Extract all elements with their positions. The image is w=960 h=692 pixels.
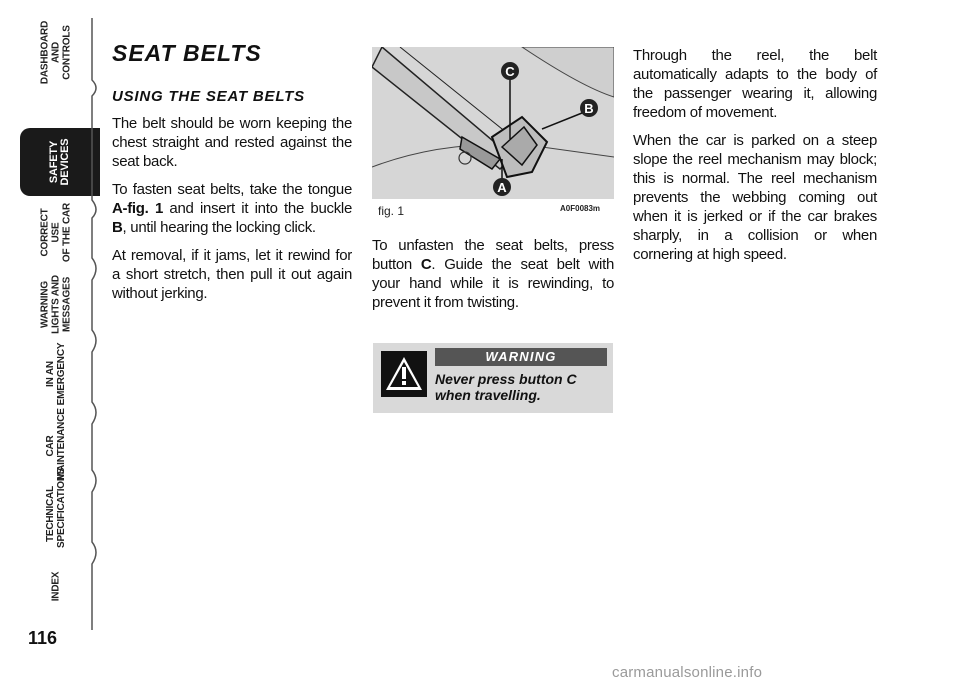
paragraph-posture: The belt should be worn keeping the chest straight and rested against the seat back. xyxy=(112,115,352,170)
paragraph-removal: At removal, if it jams, let it rewind for a short stretch, then pull it out again without jerking. xyxy=(112,247,352,302)
tab-edge-line xyxy=(90,18,104,630)
tab-warning-lights-and-messages[interactable] xyxy=(20,270,92,338)
section-subtitle: USING THE SEAT BELTS xyxy=(112,88,305,105)
figure-code: A0F0083m xyxy=(560,204,601,213)
tab-label: DASHBOARD AND CONTROLS xyxy=(39,20,73,84)
column-left xyxy=(112,40,352,312)
tab-label: IN AN EMERGENCY xyxy=(45,342,67,406)
tab-index[interactable] xyxy=(20,552,92,620)
column-middle xyxy=(372,236,614,321)
tab-technical-specifications[interactable] xyxy=(20,467,92,548)
warning-text: Never press button C when travelling. xyxy=(435,371,577,403)
tab-label: CAR MAINTENANCE xyxy=(45,408,67,480)
svg-text:B: B xyxy=(584,101,594,116)
paragraph-unfasten xyxy=(372,236,614,312)
column-right xyxy=(633,46,877,273)
text-run: To fasten seat belts, take the tongue xyxy=(112,181,352,198)
part-reference: C xyxy=(420,256,432,273)
warning-triangle-icon xyxy=(381,351,427,397)
svg-text:A: A xyxy=(497,180,507,195)
text-run: and insert it into the buckle xyxy=(163,200,352,217)
text-run: . Guide the seat belt with your hand while it is rewinding, to prevent it from twisting. xyxy=(372,256,614,311)
tab-dashboard-and-controls[interactable] xyxy=(20,18,92,86)
tab-safety-devices[interactable] xyxy=(20,128,100,196)
tab-label: CORRECT USE OF THE CAR xyxy=(39,202,73,262)
figure-caption: fig. 1 xyxy=(378,204,405,218)
paragraph-reel: Through the reel, the belt automatically adapts to the body of the passenger wearing it, allowing freedom of movement. xyxy=(633,47,877,121)
svg-text:C: C xyxy=(505,64,515,79)
tab-label: INDEX xyxy=(50,571,62,601)
tab-label: TECHNICAL SPECIFICATIONS xyxy=(45,467,67,548)
warning-box xyxy=(373,343,613,413)
part-reference: B xyxy=(112,219,123,236)
warning-heading: WARNING xyxy=(435,348,607,366)
text-run: To unfasten the seat belts, press button xyxy=(372,237,614,273)
marker-a xyxy=(493,178,511,196)
marker-c xyxy=(501,62,519,80)
seat-belt-figure xyxy=(372,47,614,199)
marker-b xyxy=(580,99,598,117)
seat-belt-illustration xyxy=(372,47,614,199)
text-run: , until hearing the locking click. xyxy=(122,219,316,236)
page-title: SEAT BELTS xyxy=(112,40,262,66)
tab-correct-use-of-the-car[interactable] xyxy=(20,198,92,266)
paragraph-fasten xyxy=(112,180,352,237)
paragraph-reel-lock: When the car is parked on a steep slope the reel mechanism may block; this is normal. The reel mechanism prevents the webbing coming out when it is jerked or if the car brakes sharply, in a collision or when cornering at high speed. xyxy=(633,132,877,263)
tab-label: SAFETY DEVICES xyxy=(48,138,71,186)
watermark: carmanualsonline.info xyxy=(612,664,763,681)
page-number: 116 xyxy=(28,628,58,648)
tab-label: WARNING LIGHTS AND MESSAGES xyxy=(39,274,73,334)
tab-in-an-emergency[interactable] xyxy=(20,340,92,408)
figure-reference: A-fig. 1 xyxy=(112,200,163,217)
